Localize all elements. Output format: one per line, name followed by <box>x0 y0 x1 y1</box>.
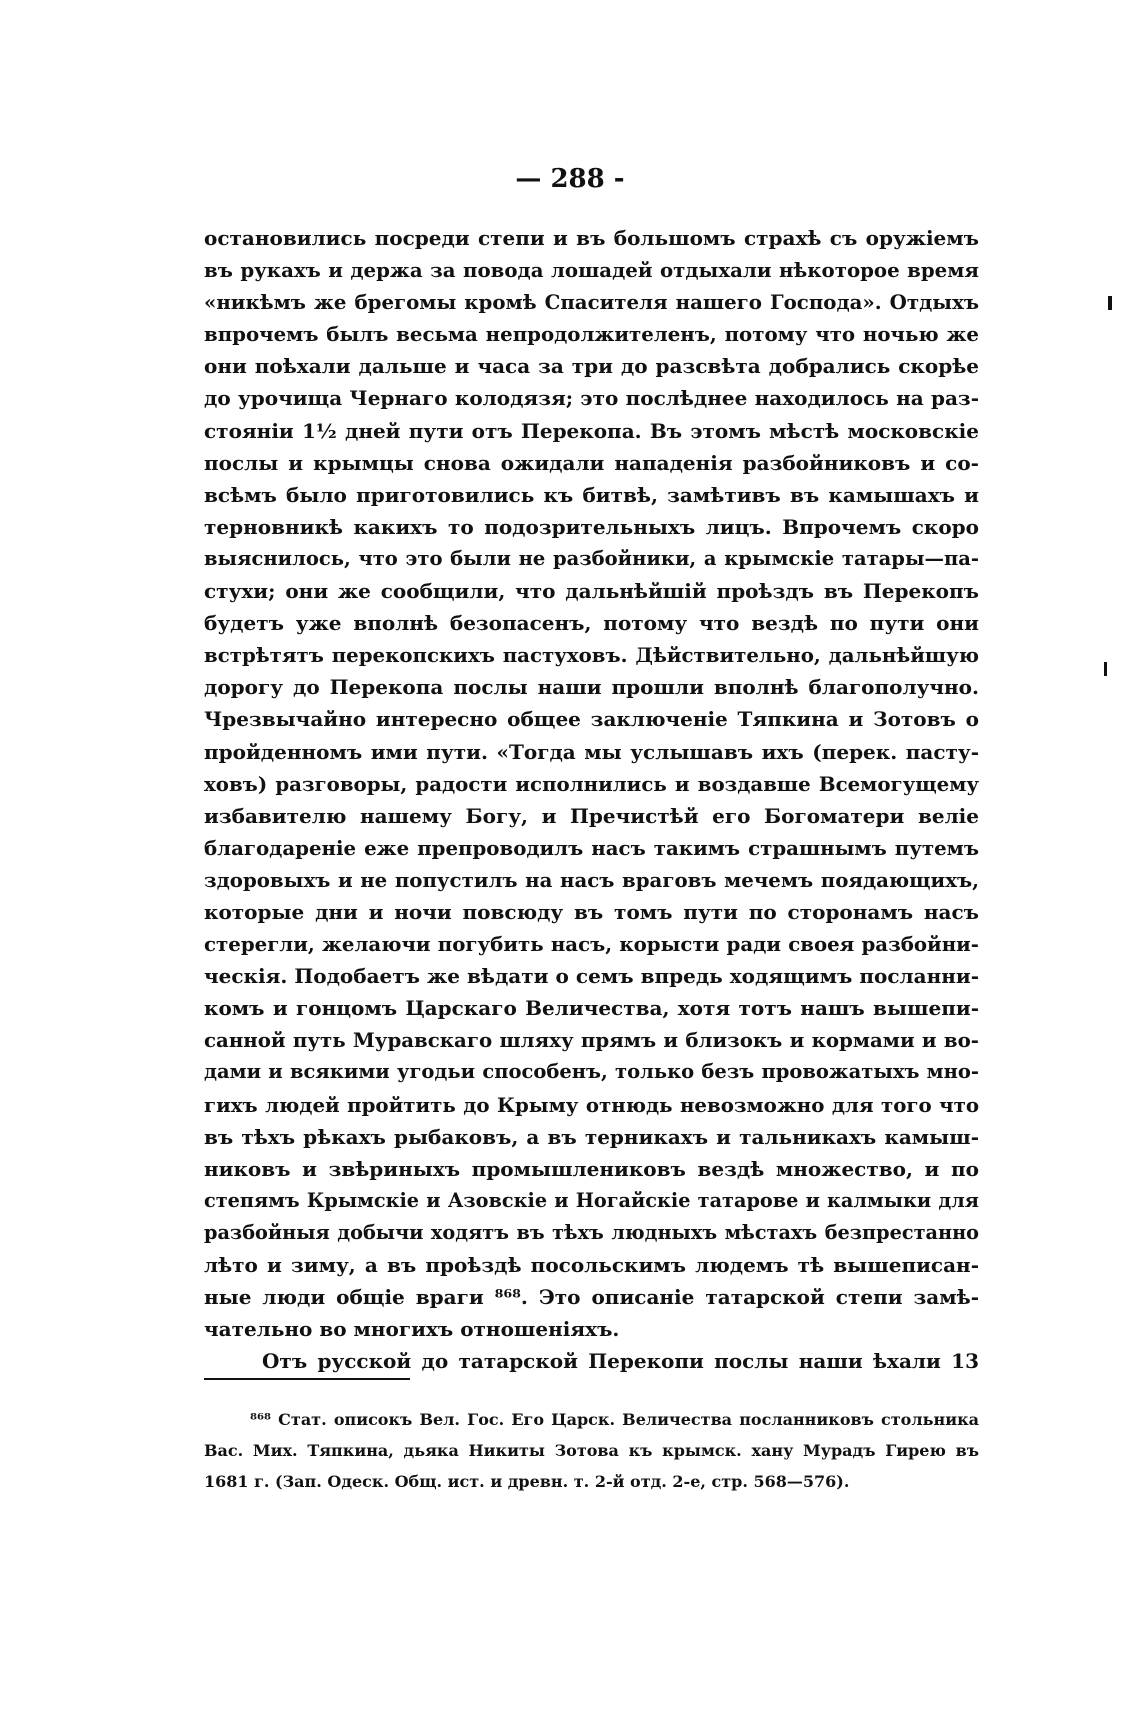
text-line: впрочемъ былъ весьма непродолжителенъ, потому что ночью же <box>204 322 979 347</box>
page-number: — 288 - <box>515 164 625 194</box>
text-line: дорогу до Перекопа послы наши прошли вполнѣ благополучно. <box>204 675 979 700</box>
text-line: разбойныя добычи ходятъ въ тѣхъ людныхъ мѣстахъ безпрестанно <box>204 1220 979 1244</box>
text-line: «никѣмъ же брегомы кромѣ Спасителя нашего Господа». Отдыхъ <box>204 290 979 315</box>
body-text <box>204 222 979 1377</box>
text-line: послы и крымцы снова ожидали нападенія разбойниковъ и со- <box>204 450 979 475</box>
text-line: санной путь Муравскагo шляху прямъ и близокъ и кормами и во- <box>204 1028 979 1053</box>
margin-mark <box>1104 662 1107 676</box>
text-line: всѣмъ было приготовились къ битвѣ, замѣтивъ въ камышахъ и <box>204 482 979 507</box>
text-line: будетъ уже вполнѣ безопасенъ, потому что вездѣ по пути они <box>204 611 979 636</box>
text-line: остановились посреди степи и въ большомъ страхѣ съ оружіемъ <box>204 226 979 250</box>
footnote-line: Вас. Мих. Тяпкина, дьяка Никиты Зотова къ крымск. хану Мурадъ Гирею въ <box>204 1441 979 1460</box>
text-line: избавителю нашему Богу, и Пречистѣй его Богоматери веліе <box>204 803 979 828</box>
text-line: которые дни и ночи повсюду въ томъ пути по сторонамъ насъ <box>204 899 979 924</box>
text-line: ческія. Подобаетъ же вѣдати о семъ впредь ходящимъ посланни- <box>204 964 979 989</box>
text-line: благодареніе еже препроводилъ насъ такимъ страшнымъ путемъ <box>204 835 979 860</box>
text-line: никовъ и звѣриныхъ промышлениковъ вездѣ множество, и по <box>204 1156 979 1181</box>
footnotes <box>204 1404 979 1497</box>
text-line: стухи; они же сообщили, что дальнѣйшій проѣздъ въ Перекопъ <box>204 579 979 604</box>
text-line: степямъ Крымскіе и Азовскіе и Ногайскіе татарове и калмыки для <box>204 1188 979 1212</box>
footnote-line: ⁸⁶⁸ Стат. описокъ Вел. Гос. Его Царск. Величества посланниковъ стольника <box>250 1410 979 1429</box>
footnote-line: 1681 г. (Зап. Одеск. Общ. ист. и древн. т. 2-й отд. 2-е, стр. 568—576). <box>204 1472 850 1491</box>
text-line: ховъ) разговоры, радости исполнились и воздавше Всемогущему <box>204 771 979 796</box>
text-line: гихъ людей пройтить до Крыму отнюдь невозможно для того что <box>204 1092 979 1117</box>
paragraph-start-line: Отъ русской до татарской Перекопи послы наши ѣхали 13 <box>262 1349 979 1374</box>
text-line: встрѣтятъ перекопскихъ пастуховъ. Дѣйствительно, дальнѣйшую <box>204 643 979 668</box>
text-line: терновникѣ какихъ то подозрительныхъ лицъ. Впрочемъ скоро <box>204 514 979 539</box>
text-line: ные люди общіе враги ⁸⁶⁸. Это описаніе татарской степи замѣ- <box>204 1285 979 1310</box>
paragraph-end-line: чательно во многихъ отношеніяхъ. <box>204 1317 620 1342</box>
text-line: здоровыхъ и не попустилъ на насъ враговъ мечемъ поядающихъ, <box>204 867 979 892</box>
text-line: дами и всякими угодьи способенъ, только безъ провожатыхъ мно- <box>204 1060 979 1084</box>
footnote-rule <box>204 1378 410 1380</box>
text-line: они поѣхали дальше и часа за три до разсвѣта добрались скорѣе <box>204 354 979 379</box>
text-line: комъ и гонцомъ Царскаго Величества, хотя тотъ нашъ вышепи- <box>204 996 979 1021</box>
text-line: въ тѣхъ рѣкахъ рыбаковъ, а въ терникахъ и тальникахъ камыш- <box>204 1124 979 1149</box>
text-line: стерегли, желаючи погубить насъ, корысти ради своея разбойни- <box>204 932 979 957</box>
text-line: стояніи 1½ дней пути отъ Перекопа. Въ этомъ мѣстѣ московскіе <box>204 418 979 443</box>
text-line: лѣто и зиму, а въ проѣздѣ посольскимъ людемъ тѣ вышеписан- <box>204 1253 979 1277</box>
text-line: Чрезвычайно интересно общее заключеніе Тяпкина и Зотовъ о <box>204 707 979 732</box>
text-line: до урочища Чернаго колодязя; это послѣднее находилось на раз- <box>204 386 979 411</box>
margin-mark <box>1108 296 1112 310</box>
text-line: выяснилось, что это были не разбойники, а крымскіе татары—па- <box>204 546 979 570</box>
text-line: пройденномъ ими пути. «Тогда мы услышавъ ихъ (перек. пасту- <box>204 739 979 764</box>
text-line: въ рукахъ и держа за повода лошадей отдыхали нѣкоторое время <box>204 258 979 283</box>
